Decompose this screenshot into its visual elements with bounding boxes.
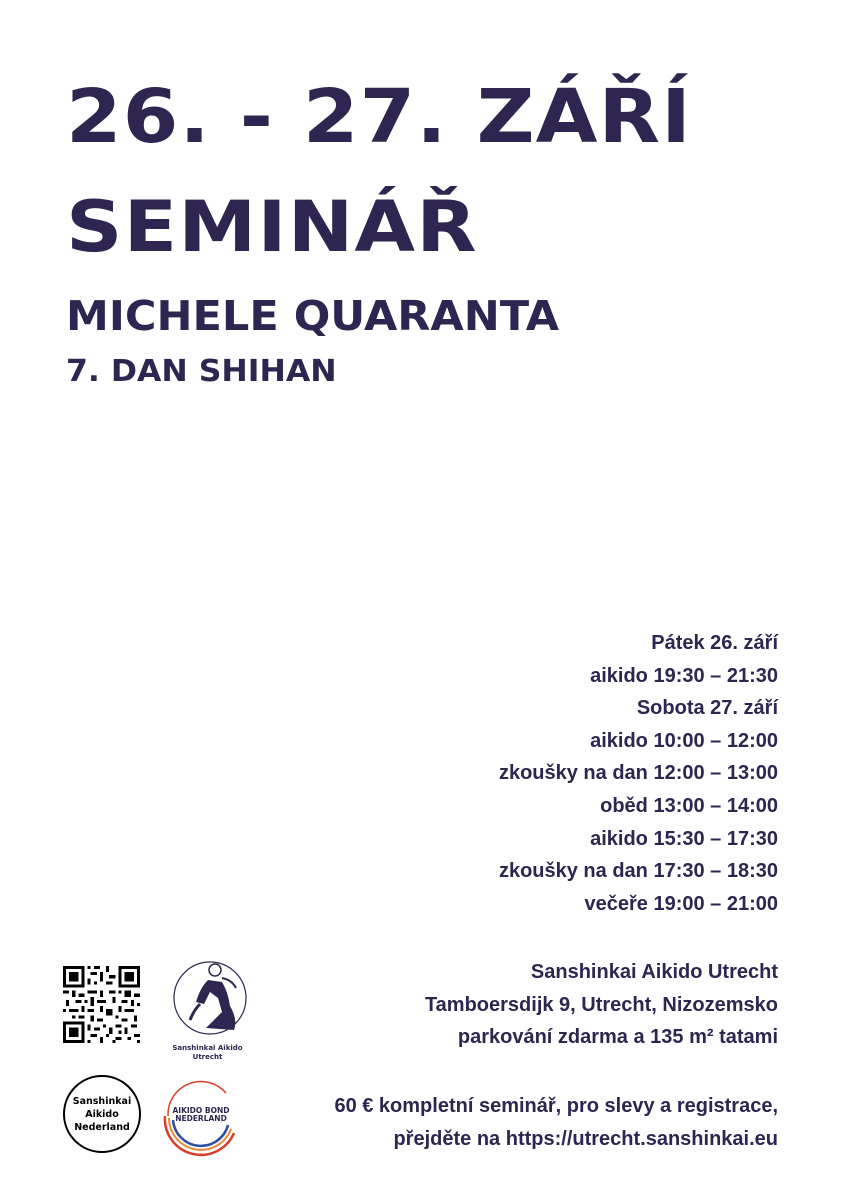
schedule-item: oběd 13:00 – 14:00	[600, 794, 778, 817]
venue-name: Sanshinkai Aikido Utrecht	[530, 961, 778, 983]
utrecht-logo-caption-2: Utrecht	[192, 1053, 223, 1061]
utrecht-logo-caption-1: Sanshinkai Aikido	[172, 1044, 243, 1052]
nederland-logo-text-1: Sanshinkai	[72, 1095, 132, 1107]
price-line: 60 € kompletní seminář, pro slevy a registrace,	[334, 1095, 778, 1117]
pricing-info	[334, 1090, 778, 1155]
utrecht-dojo-logo	[160, 958, 255, 1066]
schedule	[499, 627, 778, 920]
nederland-logo-text-3: Nederland	[74, 1121, 130, 1133]
bond-logo-text-1: AIKIDO BOND	[172, 1106, 230, 1115]
venue-info	[425, 956, 778, 1054]
event-dates: 26. - 27. ZÁŘÍ	[66, 74, 692, 160]
schedule-item: zkoušky na dan 17:30 – 18:30	[498, 860, 778, 883]
venue-address: Tamboersdijk 9, Utrecht, Nizozemsko	[424, 993, 778, 1016]
teacher-name: MICHELE QUARANTA	[66, 292, 560, 340]
schedule-day-friday: Pátek 26. září	[651, 632, 778, 654]
event-title: SEMINÁŘ	[66, 186, 478, 268]
schedule-item: aikido 10:00 – 12:00	[590, 729, 778, 752]
schedule-item: aikido 15:30 – 17:30	[590, 827, 778, 850]
aikido-bond-nederland-logo	[160, 1075, 242, 1157]
qr-code-icon[interactable]	[63, 966, 140, 1043]
schedule-day-saturday: Sobota 27. září	[636, 697, 778, 720]
teacher-rank: 7. DAN SHIHAN	[66, 354, 337, 389]
schedule-item: zkoušky na dan 12:00 – 13:00	[498, 762, 778, 785]
sanshinkai-nederland-logo	[63, 1075, 141, 1153]
schedule-item: večeře 19:00 – 21:00	[584, 892, 778, 915]
registration-link[interactable]: přejděte na https://utrecht.sanshinkai.eu	[393, 1127, 778, 1150]
aikido-figure-icon	[160, 958, 255, 1044]
nederland-logo-text-2: Aikido	[85, 1108, 119, 1120]
venue-facilities: parkování zdarma a 135 m² tatami	[457, 1026, 778, 1048]
schedule-item: aikido 19:30 – 21:30	[590, 664, 778, 687]
bond-logo-text-2: NEDERLAND	[175, 1114, 227, 1123]
